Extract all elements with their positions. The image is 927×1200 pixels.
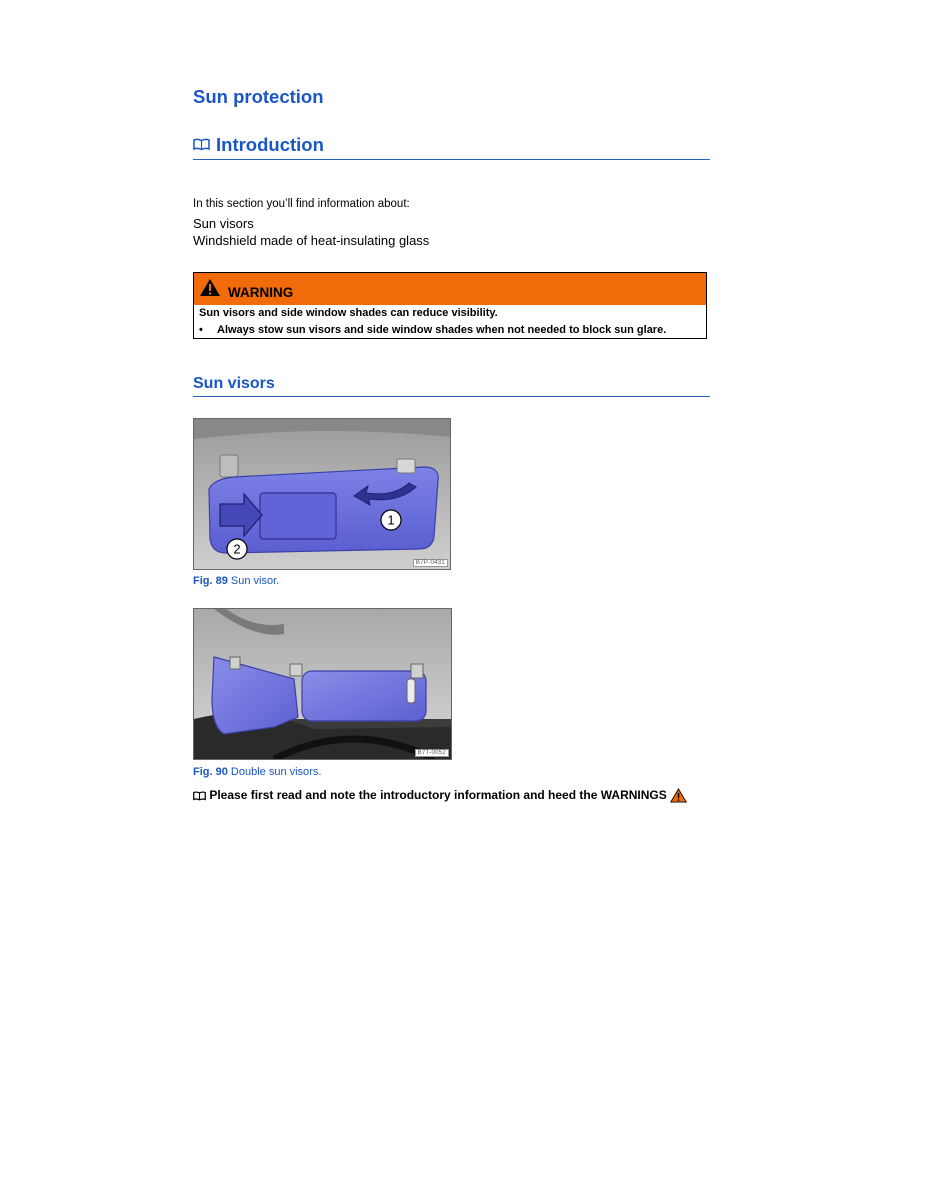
sun-visors-heading: Sun visors xyxy=(193,375,710,397)
figure-caption-text: Double sun visors. xyxy=(230,766,322,778)
figure-89-caption xyxy=(193,575,279,587)
warning-triangle-icon xyxy=(199,278,221,302)
bullet: • xyxy=(199,324,203,336)
introduction-heading-text: Introduction xyxy=(216,134,324,155)
read-first-note xyxy=(193,788,687,803)
figure-90-caption xyxy=(193,766,321,778)
callout-2: 2 xyxy=(233,541,241,557)
figure-number: Fig. 89 xyxy=(193,575,228,587)
intro-item-sun-visors[interactable]: Sun visors xyxy=(193,216,254,231)
warning-bullet-item xyxy=(199,324,666,336)
image-code: B7T-0052 xyxy=(415,749,449,757)
introduction-heading xyxy=(193,134,710,160)
figure-sun-visor xyxy=(193,418,451,570)
book-icon xyxy=(193,134,210,156)
figure-double-sun-visors xyxy=(193,608,452,760)
note-text[interactable]: Please first read and note the introductory information and heed the WARNINGS xyxy=(209,788,667,802)
intro-item-windshield[interactable]: Windshield made of heat-insulating glass xyxy=(193,233,430,248)
image-code: B7P-0431 xyxy=(413,559,448,567)
warning-box xyxy=(193,272,707,339)
book-icon xyxy=(193,791,206,801)
warning-title: WARNING xyxy=(228,285,294,300)
intro-lead: In this section you’ll find information about: xyxy=(193,198,410,210)
page-title: Sun protection xyxy=(193,86,324,107)
warning-triangle-icon[interactable] xyxy=(670,788,687,803)
figure-number: Fig. 90 xyxy=(193,766,228,778)
callout-1: 1 xyxy=(387,512,395,528)
warning-header xyxy=(194,273,706,305)
figure-caption-text: Sun visor. xyxy=(230,575,280,587)
warning-text: Sun visors and side window shades can reduce visibility. xyxy=(199,307,498,319)
warning-bullet-text: Always stow sun visors and side window shades when not needed to block sun glare. xyxy=(217,324,667,336)
